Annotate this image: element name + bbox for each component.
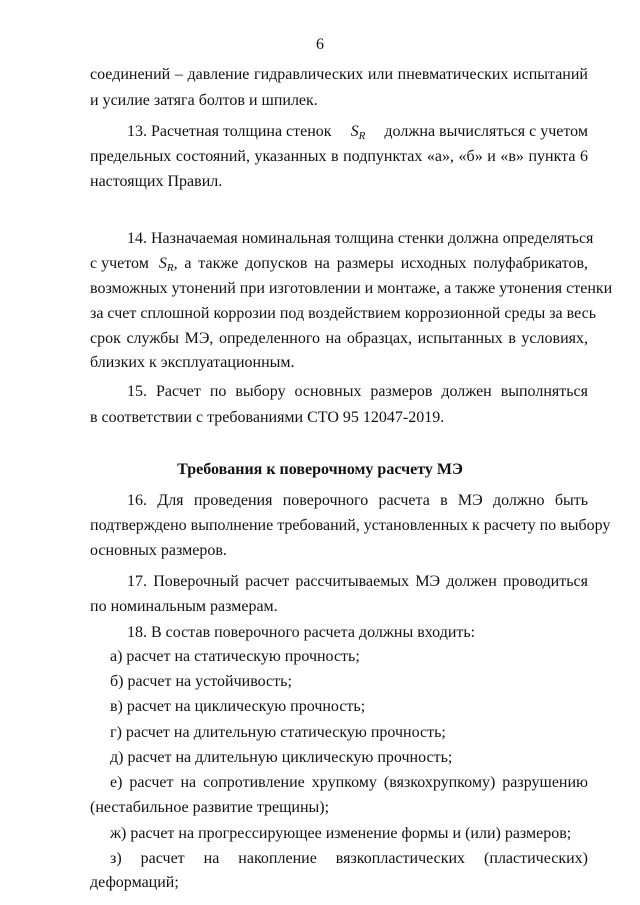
list-item: в) расчет на циклическую прочность; [110,698,366,715]
text-line: 14. Назначаемая номинальная толщина стенки должна определяться [127,230,594,247]
text-line: подтверждено выполнение требований, установленных к расчету по выбору [90,517,611,534]
text-line: по номинальным размерам. [90,598,278,615]
symbol-s-r [159,253,174,275]
text-line: близких к эксплуатационным. [90,354,295,371]
text-line: соединений – давление гидравлических или пневматических испытаний [90,66,588,83]
page-number: 6 [316,36,324,53]
text-line: основных размеров. [90,542,227,559]
text-line: срок службы МЭ, определенного на образцах, испытанных в условиях, [90,330,588,347]
symbol-s: S [350,123,359,140]
text-line: 15. Расчет по выбору основных размеров должен выполняться [127,383,588,400]
list-item: е) расчет на сопротивление хрупкому (вязкохрупкому) разрушению [110,774,588,791]
list-item-continuation: деформаций; [90,874,179,891]
list-item: а) расчет на статическую прочность; [110,648,360,665]
text-fragment: должна вычисляться с учетом [384,123,588,140]
list-item: г) расчет на длительную статическую прочность; [110,724,446,741]
text-line-with-symbol [90,253,588,275]
text-fragment: , а также допусков на размеры исходных полуфабрикатов, [173,255,588,272]
text-line: и усилие затяга болтов и шпилек. [90,92,318,109]
text-line: в соответствии с требованиями СТО 95 12047-2019. [90,409,445,426]
text-line: настоящих Правил. [90,173,223,190]
text-line: 18. В состав поверочного расчета должны входить: [127,624,476,641]
list-item: б) расчет на устойчивость; [110,673,292,690]
symbol-subscript-r: R [358,130,366,142]
list-item-continuation: (нестабильное развитие трещины); [90,799,330,816]
text-line: возможных утонений при изготовлении и монтаже, а также утонения стенки [90,280,613,297]
paragraph-13-line [127,121,588,143]
text-fragment: 13. Расчетная толщина стенок [127,123,332,140]
text-line: 17. Поверочный расчет рассчитываемых МЭ должен проводиться [127,573,588,590]
symbol-subscript-r: R [166,262,174,274]
section-heading: Требования к поверочному расчету МЭ [177,461,463,478]
text-line: предельных состояний, указанных в подпунктах «а», «б» и «в» пункта 6 [90,148,588,165]
text-line: 16. Для проведения поверочного расчета в МЭ должно быть [127,492,588,509]
text-fragment: с учетом [90,255,149,272]
symbol-s-r [351,121,366,143]
text-line: за счет сплошной коррозии под воздействием коррозионной среды за весь [90,305,596,322]
list-item: д) расчет на длительную циклическую прочность; [110,749,453,766]
list-item: з) расчет на накопление вязкопластических (пластических) [110,850,588,867]
list-item: ж) расчет на прогрессирующее изменение формы и (или) размеров; [110,825,572,842]
symbol-s: S [158,255,167,272]
